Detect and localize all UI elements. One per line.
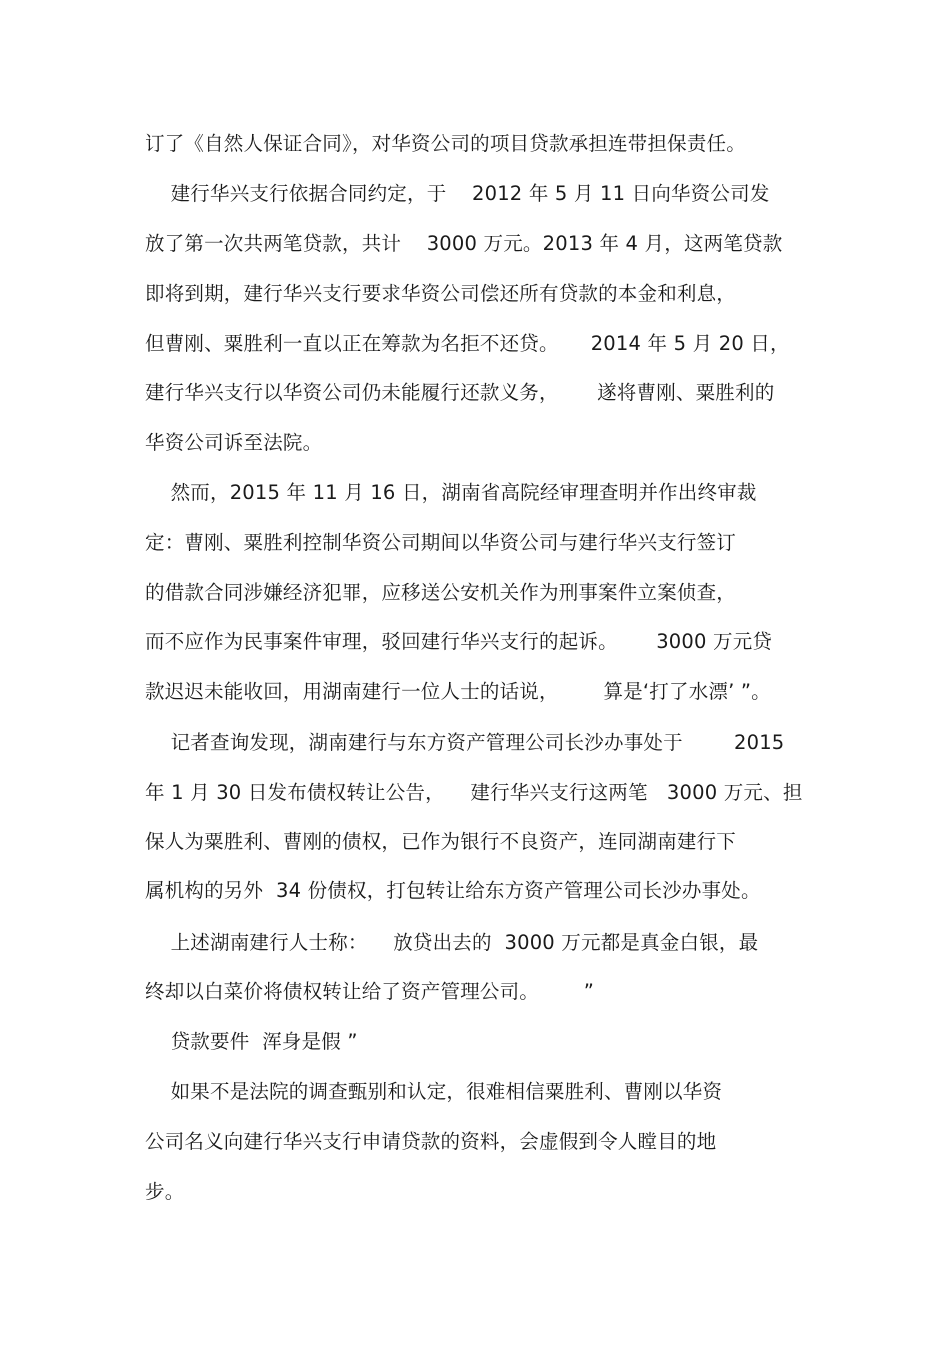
text-line: 建行华兴支行依据合同约定，于 2012 年 5 月 11 日向华资公司发 [145,182,770,205]
section-heading: 贷款要件 浑身是假 ” [145,1030,358,1053]
text-line: 步。 [145,1180,185,1203]
text-line: 但曹刚、粟胜利一直以正在筹款为名拒不还贷。 2014 年 5 月 20 日， [145,332,790,355]
text-line: 年 1 月 30 日发布债权转让公告， 建行华兴支行这两笔 3000 万元、担 [145,781,803,804]
text-line: 定：曹刚、粟胜利控制华资公司期间以华资公司与建行华兴支行签订 [145,531,737,554]
text-line: 公司名义向建行华兴支行申请贷款的资料，会虚假到令人瞠目的地 [145,1130,717,1153]
text-line: 即将到期，建行华兴支行要求华资公司偿还所有贷款的本金和利息， [145,282,737,305]
text-line: 记者查询发现，湖南建行与东方资产管理公司长沙办事处于 2015 [145,731,785,754]
text-line: 属机构的另外 34 份债权，打包转让给东方资产管理公司长沙办事处。 [145,879,761,902]
text-line: 而不应作为民事案件审理，驳回建行华兴支行的起诉。 3000 万元贷 [145,630,773,653]
text-line: 放了第一次共两笔贷款，共计 3000 万元。2013 年 4 月，这两笔贷款 [145,232,783,255]
text-line: 建行华兴支行以华资公司仍未能履行还款义务， 遂将曹刚、粟胜利的 [145,381,775,404]
text-line: 如果不是法院的调查甄别和认定，很难相信粟胜利、曹刚以华资 [145,1080,723,1103]
text-line: 的借款合同涉嫌经济犯罪，应移送公安机关作为刑事案件立案侦查， [145,581,737,604]
text-line: 上述湖南建行人士称： 放贷出去的 3000 万元都是真金白银，最 [145,931,759,954]
text-line: 然而，2015 年 11 月 16 日，湖南省高院经审理查明并作出终审裁 [145,481,757,504]
text-line: 终却以白菜价将债权转让给了资产管理公司。 ” [145,980,595,1003]
text-line: 款迟迟未能收回，用湖南建行一位人士的话说， 算是‘打了水漂’ ”。 [145,680,771,703]
text-line: 保人为粟胜利、曹刚的债权，已作为银行不良资产，连同湖南建行下 [145,830,737,853]
text-line: 订了《自然人保证合同》，对华资公司的项目贷款承担连带担保责任。 [145,132,746,155]
text-line: 华资公司诉至法院。 [145,431,323,454]
